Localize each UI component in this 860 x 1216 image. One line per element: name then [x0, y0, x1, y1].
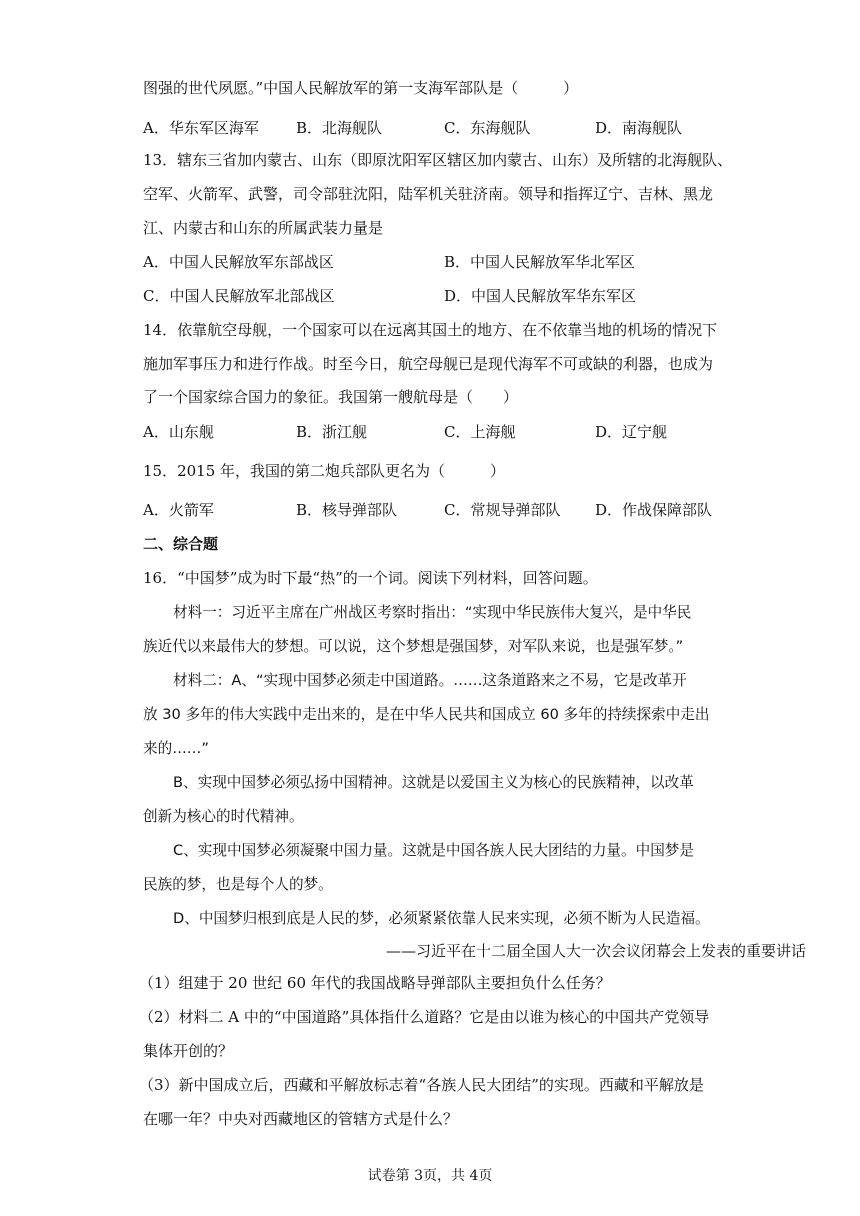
q13-stem-line: 空军、火箭军、武警，司令部驻沈阳，陆军机关驻济南。领导和指挥辽宁、吉林、黑龙 — [143, 185, 714, 203]
material-two-c-line: 民族的梦，也是每个人的梦。 — [143, 876, 333, 893]
q13-option-c: C．中国人民解放军北部战区 — [143, 287, 335, 305]
material-one-line: 材料一：习近平主席在广州战区考察时指出：“实现中华民族伟大复兴，是中华民 — [173, 604, 692, 621]
q15-option-d: D．作战保障部队 — [595, 501, 713, 519]
material-two-a-line: 来的……” — [143, 740, 209, 757]
q12-option-b: B．北海舰队 — [296, 119, 383, 137]
material-two-b-line: B、实现中国梦必须弘扬中国精神。这就是以爱国主义为核心的民族精神，以改革 — [173, 774, 694, 791]
q12-option-d: D．南海舰队 — [595, 119, 683, 137]
q14-option-b: B．浙江舰 — [296, 423, 368, 441]
q12-option-a: A．华东军区海军 — [143, 119, 259, 137]
q15-stem: 15．2015 年，我国的第二炮兵部队更名为（ ） — [143, 462, 506, 480]
q14-option-d: D．辽宁舰 — [595, 423, 668, 441]
q16-subquestion-1: （1）组建于 20 世纪 60 年代的我国战略导弹部队主要担负什么任务？ — [139, 974, 611, 992]
material-two-d-line: D、中国梦归根到底是人民的梦，必须紧紧依靠人民来实现，必须不断为人民造福。 — [173, 910, 710, 927]
q14-option-c: C．上海舰 — [444, 423, 516, 441]
q16-intro: 16．“中国梦”成为时下最“热”的一个词。阅读下列材料，回答问题。 — [143, 569, 598, 587]
material-two-a-line: 材料二：A、“实现中国梦必须走中国道路。……这条道路来之不易，它是改革开 — [173, 672, 687, 689]
material-two-c-line: C、实现中国梦必须凝聚中国力量。这就是中国各族人民大团结的力量。中国梦是 — [173, 842, 694, 859]
q15-option-b: B．核导弹部队 — [296, 501, 398, 519]
q14-stem-line: 14．依靠航空母舰，一个国家可以在远离其国土的地方、在不依靠当地的机场的情况下 — [143, 321, 718, 339]
q13-option-a: A．中国人民解放军东部战区 — [143, 253, 334, 271]
q13-option-d: D．中国人民解放军华东军区 — [444, 287, 637, 305]
material-two-b-line: 创新为核心的时代精神。 — [143, 808, 304, 825]
q13-stem-line: 13．辖东三省加内蒙古、山东（即原沈阳军区辖区加内蒙古、山东）及所辖的北海舰队、 — [143, 151, 733, 169]
q14-stem-line: 施加军事压力和进行作战。时至今日，航空母舰已是现代海军不可或缺的利器，也成为 — [143, 355, 714, 373]
q15-option-a: A．火箭军 — [143, 501, 214, 519]
material-two-a-line: 放 30 多年的伟大实践中走出来的，是在中华人民共和国成立 60 多年的持续探索中走出 — [143, 706, 710, 723]
q16-subquestion-2: 集体开创的？ — [143, 1042, 234, 1060]
q13-option-b: B．中国人民解放军华北军区 — [444, 253, 636, 271]
q12-stem-continuation: 图强的世代夙愿。”中国人民解放军的第一支海军部队是（ ） — [143, 79, 579, 97]
q13-stem-line: 江、内蒙古和山东的所属武装力量是 — [143, 219, 384, 237]
q14-option-a: A．山东舰 — [143, 423, 214, 441]
q12-option-c: C．东海舰队 — [444, 119, 531, 137]
q16-subquestion-2: （2）材料二 A 中的“中国道路”具体指什么道路？它是由以谁为核心的中国共产党领导 — [139, 1008, 710, 1026]
q14-stem-line: 了一个国家综合国力的象征。我国第一艘航母是（ ） — [143, 388, 519, 406]
material-one-line: 族近代以来最伟大的梦想。可以说，这个梦想是强国梦，对军队来说，也是强军梦。” — [143, 638, 684, 655]
q15-option-c: C．常规导弹部队 — [444, 501, 561, 519]
section-heading: 二、综合题 — [143, 535, 219, 553]
q16-subquestion-3: （3）新中国成立后，西藏和平解放标志着“各族人民大团结”的实现。西藏和平解放是 — [139, 1076, 704, 1094]
material-source: ——习近平在十二届全国人大一次会议闭幕会上发表的重要讲话 — [386, 942, 807, 960]
page-footer: 试卷第 3页，共 4页 — [367, 1168, 493, 1184]
q16-subquestion-3: 在哪一年？中央对西藏地区的管辖方式是什么？ — [143, 1110, 459, 1128]
